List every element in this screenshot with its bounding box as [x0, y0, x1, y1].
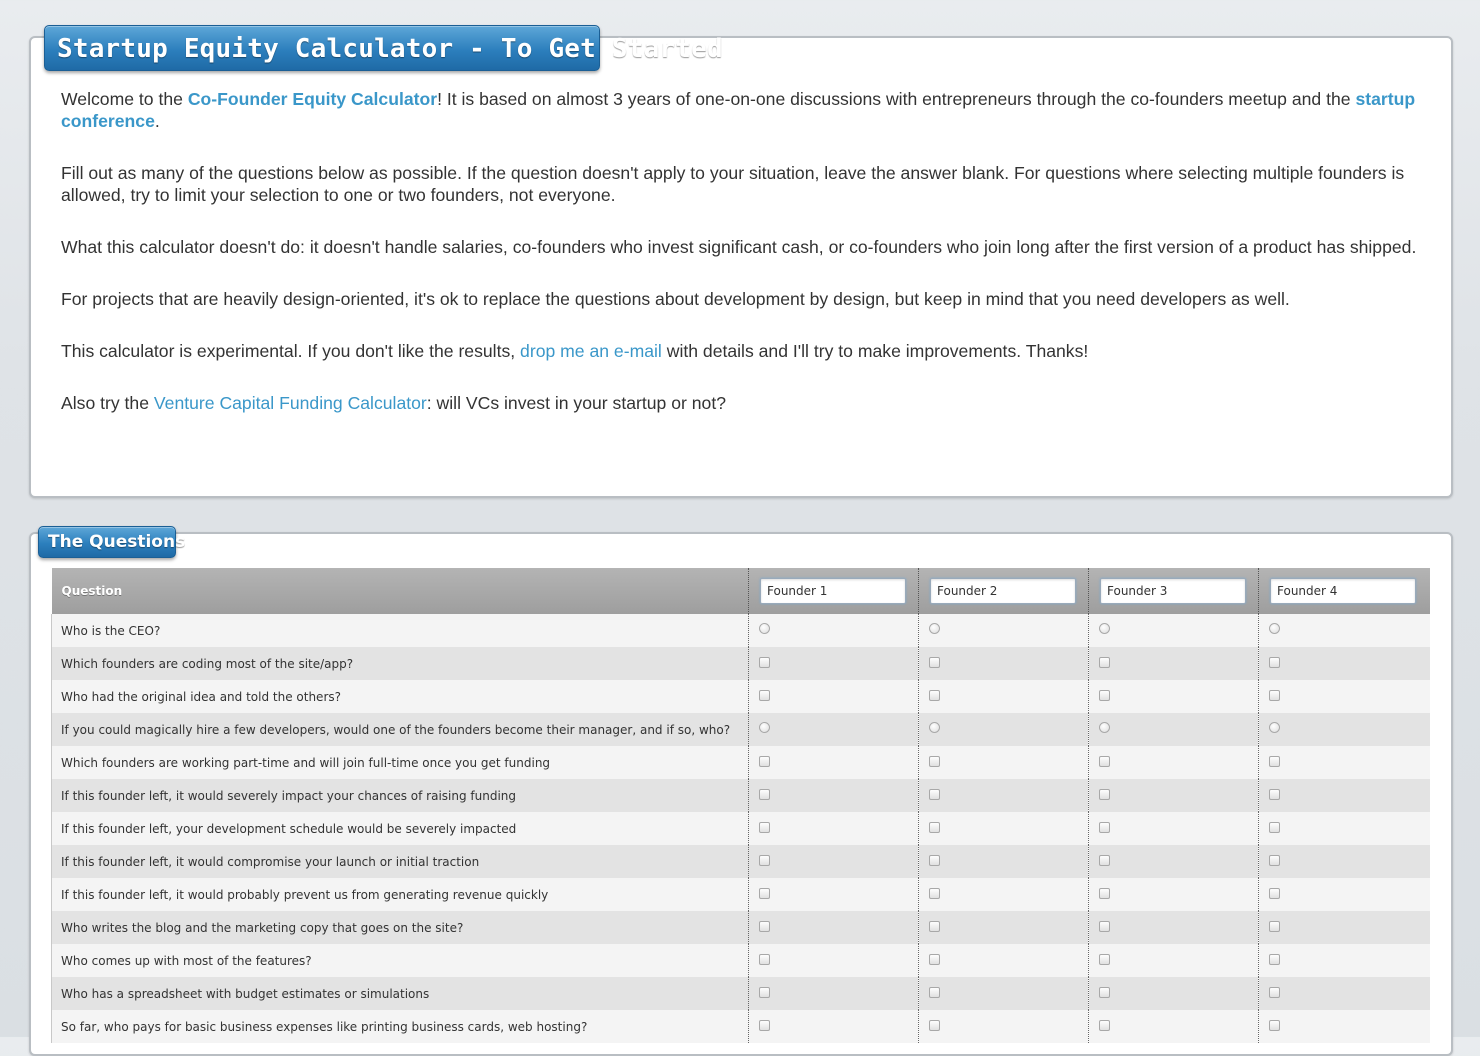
intro-text — [61, 88, 1426, 444]
questions-title: The Questions — [38, 526, 176, 558]
founder-1-answer-cell — [749, 713, 919, 746]
question-column-header: Question — [52, 568, 749, 614]
founder-radio[interactable] — [1269, 722, 1280, 733]
founder-2-answer-cell — [919, 779, 1089, 812]
founder-2-answer-cell — [919, 911, 1089, 944]
question-row — [52, 878, 1430, 911]
question-text: If this founder left, it would severely impact your chances of raising funding — [52, 779, 749, 812]
founder-2-answer-cell — [919, 977, 1089, 1010]
founder-3-answer-cell — [1089, 746, 1259, 779]
founder-3-answer-cell — [1089, 680, 1259, 713]
founder-4-answer-cell — [1259, 614, 1430, 647]
founder-3-answer-cell — [1089, 779, 1259, 812]
founder-checkbox[interactable] — [1099, 888, 1110, 899]
founder-radio[interactable] — [1099, 623, 1110, 634]
founder-checkbox[interactable] — [929, 756, 940, 767]
founder-radio[interactable] — [759, 623, 770, 634]
founder-checkbox[interactable] — [1269, 888, 1280, 899]
question-row — [52, 647, 1430, 680]
founder-checkbox[interactable] — [929, 921, 940, 932]
founder-checkbox[interactable] — [759, 690, 770, 701]
founder-radio[interactable] — [929, 623, 940, 634]
founder-3-answer-cell — [1089, 812, 1259, 845]
founder-checkbox[interactable] — [759, 987, 770, 998]
founder-1-name-input[interactable] — [760, 578, 906, 604]
founder-radio[interactable] — [929, 722, 940, 733]
founder-4-answer-cell — [1259, 1010, 1430, 1043]
founder-1-answer-cell — [749, 647, 919, 680]
founder-checkbox[interactable] — [929, 954, 940, 965]
founder-checkbox[interactable] — [1269, 789, 1280, 800]
founder-checkbox[interactable] — [759, 822, 770, 833]
founder-checkbox[interactable] — [929, 1020, 940, 1031]
founder-2-name-input[interactable] — [930, 578, 1076, 604]
founder-radio[interactable] — [1099, 722, 1110, 733]
founder-1-answer-cell — [749, 812, 919, 845]
founder-1-answer-cell — [749, 845, 919, 878]
question-row — [52, 845, 1430, 878]
intro-panel — [29, 36, 1453, 498]
startup-conference-link[interactable]: startup conference — [61, 89, 1416, 131]
founder-4-answer-cell — [1259, 647, 1430, 680]
vc-calculator-link[interactable]: Venture Capital Funding Calculator — [153, 393, 427, 413]
founder-4-answer-cell — [1259, 680, 1430, 713]
founder-checkbox[interactable] — [1269, 987, 1280, 998]
intro-paragraph-limitations: What this calculator doesn't do: it doesn't handle salaries, co-founders who invest significant cash, or co-founders who join long after the first version of a product has shipped. — [61, 237, 1417, 257]
question-text: Who comes up with most of the features? — [52, 944, 749, 977]
question-row — [52, 746, 1430, 779]
founder-checkbox[interactable] — [1269, 822, 1280, 833]
question-text: If this founder left, it would compromise your launch or initial traction — [52, 845, 749, 878]
founder-checkbox[interactable] — [1269, 690, 1280, 701]
founder-checkbox[interactable] — [929, 657, 940, 668]
question-text: Which founders are working part-time and will join full-time once you get funding — [52, 746, 749, 779]
founder-checkbox[interactable] — [759, 1020, 770, 1031]
founder-2-answer-cell — [919, 647, 1089, 680]
founder-3-answer-cell — [1089, 878, 1259, 911]
question-row — [52, 1010, 1430, 1043]
founder-checkbox[interactable] — [759, 789, 770, 800]
question-row — [52, 680, 1430, 713]
question-row — [52, 911, 1430, 944]
founder-4-name-input[interactable] — [1270, 578, 1416, 604]
founder-3-answer-cell — [1089, 713, 1259, 746]
founder-checkbox[interactable] — [929, 822, 940, 833]
founder-checkbox[interactable] — [1269, 921, 1280, 932]
founder-checkbox[interactable] — [759, 921, 770, 932]
founder-2-answer-cell — [919, 812, 1089, 845]
founder-1-answer-cell — [749, 779, 919, 812]
founder-3-header — [1089, 568, 1259, 614]
intro-paragraph-instructions: Fill out as many of the questions below as possible. If the question doesn't apply to your situation, leave the answer blank. For questions where selecting multiple founders is allowed, try to limit your selection to one or two founders, not everyone. — [61, 163, 1405, 205]
founder-checkbox[interactable] — [1099, 690, 1110, 701]
founder-3-answer-cell — [1089, 944, 1259, 977]
founder-checkbox[interactable] — [1269, 855, 1280, 866]
question-text: If this founder left, your development schedule would be severely impacted — [52, 812, 749, 845]
question-text: Who is the CEO? — [52, 614, 749, 647]
founder-4-answer-cell — [1259, 944, 1430, 977]
founder-checkbox[interactable] — [929, 855, 940, 866]
founder-4-answer-cell — [1259, 977, 1430, 1010]
founder-1-answer-cell — [749, 977, 919, 1010]
founder-checkbox[interactable] — [1269, 954, 1280, 965]
founder-1-answer-cell — [749, 614, 919, 647]
intro-paragraph-welcome: Welcome to the Co-Founder Equity Calculator! It is based on almost 3 years of one-on-one discussions with entrepreneurs through the co-founders meetup and the startup conference. — [61, 89, 1416, 131]
founder-checkbox[interactable] — [929, 888, 940, 899]
founder-checkbox[interactable] — [759, 657, 770, 668]
founder-3-answer-cell — [1089, 647, 1259, 680]
founder-1-header — [749, 568, 919, 614]
founder-1-answer-cell — [749, 878, 919, 911]
founder-2-answer-cell — [919, 845, 1089, 878]
founder-checkbox[interactable] — [1099, 954, 1110, 965]
founder-3-answer-cell — [1089, 977, 1259, 1010]
question-row — [52, 977, 1430, 1010]
question-row — [52, 713, 1430, 746]
founder-checkbox[interactable] — [759, 954, 770, 965]
founder-checkbox[interactable] — [759, 888, 770, 899]
founder-4-answer-cell — [1259, 812, 1430, 845]
founder-2-answer-cell — [919, 713, 1089, 746]
founder-2-header — [919, 568, 1089, 614]
founder-1-answer-cell — [749, 944, 919, 977]
founder-1-answer-cell — [749, 911, 919, 944]
founder-1-answer-cell — [749, 1010, 919, 1043]
founder-1-answer-cell — [749, 680, 919, 713]
founder-radio[interactable] — [1269, 623, 1280, 634]
founder-4-header — [1259, 568, 1430, 614]
question-row — [52, 812, 1430, 845]
founder-2-answer-cell — [919, 878, 1089, 911]
founder-checkbox[interactable] — [929, 789, 940, 800]
question-row — [52, 944, 1430, 977]
question-text: Which founders are coding most of the site/app? — [52, 647, 749, 680]
intro-title: Startup Equity Calculator - To Get Started — [44, 25, 600, 71]
founder-checkbox[interactable] — [929, 690, 940, 701]
founder-4-answer-cell — [1259, 746, 1430, 779]
question-row — [52, 779, 1430, 812]
founder-4-answer-cell — [1259, 878, 1430, 911]
founder-4-answer-cell — [1259, 845, 1430, 878]
founder-2-answer-cell — [919, 746, 1089, 779]
founder-3-answer-cell — [1089, 911, 1259, 944]
email-link[interactable]: drop me an e-mail — [520, 341, 662, 361]
founder-2-answer-cell — [919, 614, 1089, 647]
founder-radio[interactable] — [759, 722, 770, 733]
founder-4-answer-cell — [1259, 713, 1430, 746]
founder-checkbox[interactable] — [1099, 921, 1110, 932]
intro-paragraph-vc: Also try the Venture Capital Funding Calculator: will VCs invest in your startup or not? — [61, 393, 726, 413]
founder-checkbox[interactable] — [759, 756, 770, 767]
founder-checkbox[interactable] — [1099, 855, 1110, 866]
founder-3-answer-cell — [1089, 614, 1259, 647]
question-text: Who writes the blog and the marketing copy that goes on the site? — [52, 911, 749, 944]
co-founder-equity-calculator-link[interactable]: Co-Founder Equity Calculator — [187, 89, 438, 109]
founder-3-answer-cell — [1089, 1010, 1259, 1043]
question-text: Who has a spreadsheet with budget estimates or simulations — [52, 977, 749, 1010]
founder-checkbox[interactable] — [759, 855, 770, 866]
founder-checkbox[interactable] — [929, 987, 940, 998]
question-row — [52, 614, 1430, 647]
founder-checkbox[interactable] — [1099, 789, 1110, 800]
founder-checkbox[interactable] — [1099, 657, 1110, 668]
questions-header-row — [52, 568, 1430, 614]
question-text: So far, who pays for basic business expenses like printing business cards, web hosting? — [52, 1010, 749, 1043]
founder-checkbox[interactable] — [1099, 822, 1110, 833]
founder-3-name-input[interactable] — [1100, 578, 1246, 604]
founder-checkbox[interactable] — [1099, 1020, 1110, 1031]
intro-paragraph-experimental: This calculator is experimental. If you don't like the results, drop me an e-mail with details and I'll try to make improvements. Thanks! — [61, 341, 1089, 361]
founder-4-answer-cell — [1259, 911, 1430, 944]
founder-checkbox[interactable] — [1269, 1020, 1280, 1031]
founder-checkbox[interactable] — [1099, 756, 1110, 767]
founder-2-answer-cell — [919, 680, 1089, 713]
founder-checkbox[interactable] — [1269, 657, 1280, 668]
question-text: If you could magically hire a few developers, would one of the founders become their manager, and if so, who? — [52, 713, 749, 746]
questions-table-body — [52, 614, 1430, 1043]
founder-2-answer-cell — [919, 1010, 1089, 1043]
questions-table — [51, 568, 1430, 1043]
founder-4-answer-cell — [1259, 779, 1430, 812]
founder-checkbox[interactable] — [1269, 756, 1280, 767]
founder-1-answer-cell — [749, 746, 919, 779]
question-text: Who had the original idea and told the others? — [52, 680, 749, 713]
question-text: If this founder left, it would probably prevent us from generating revenue quickly — [52, 878, 749, 911]
intro-paragraph-design: For projects that are heavily design-oriented, it's ok to replace the questions about development by design, but keep in mind that you need developers as well. — [61, 289, 1290, 309]
founder-checkbox[interactable] — [1099, 987, 1110, 998]
founder-3-answer-cell — [1089, 845, 1259, 878]
founder-2-answer-cell — [919, 944, 1089, 977]
